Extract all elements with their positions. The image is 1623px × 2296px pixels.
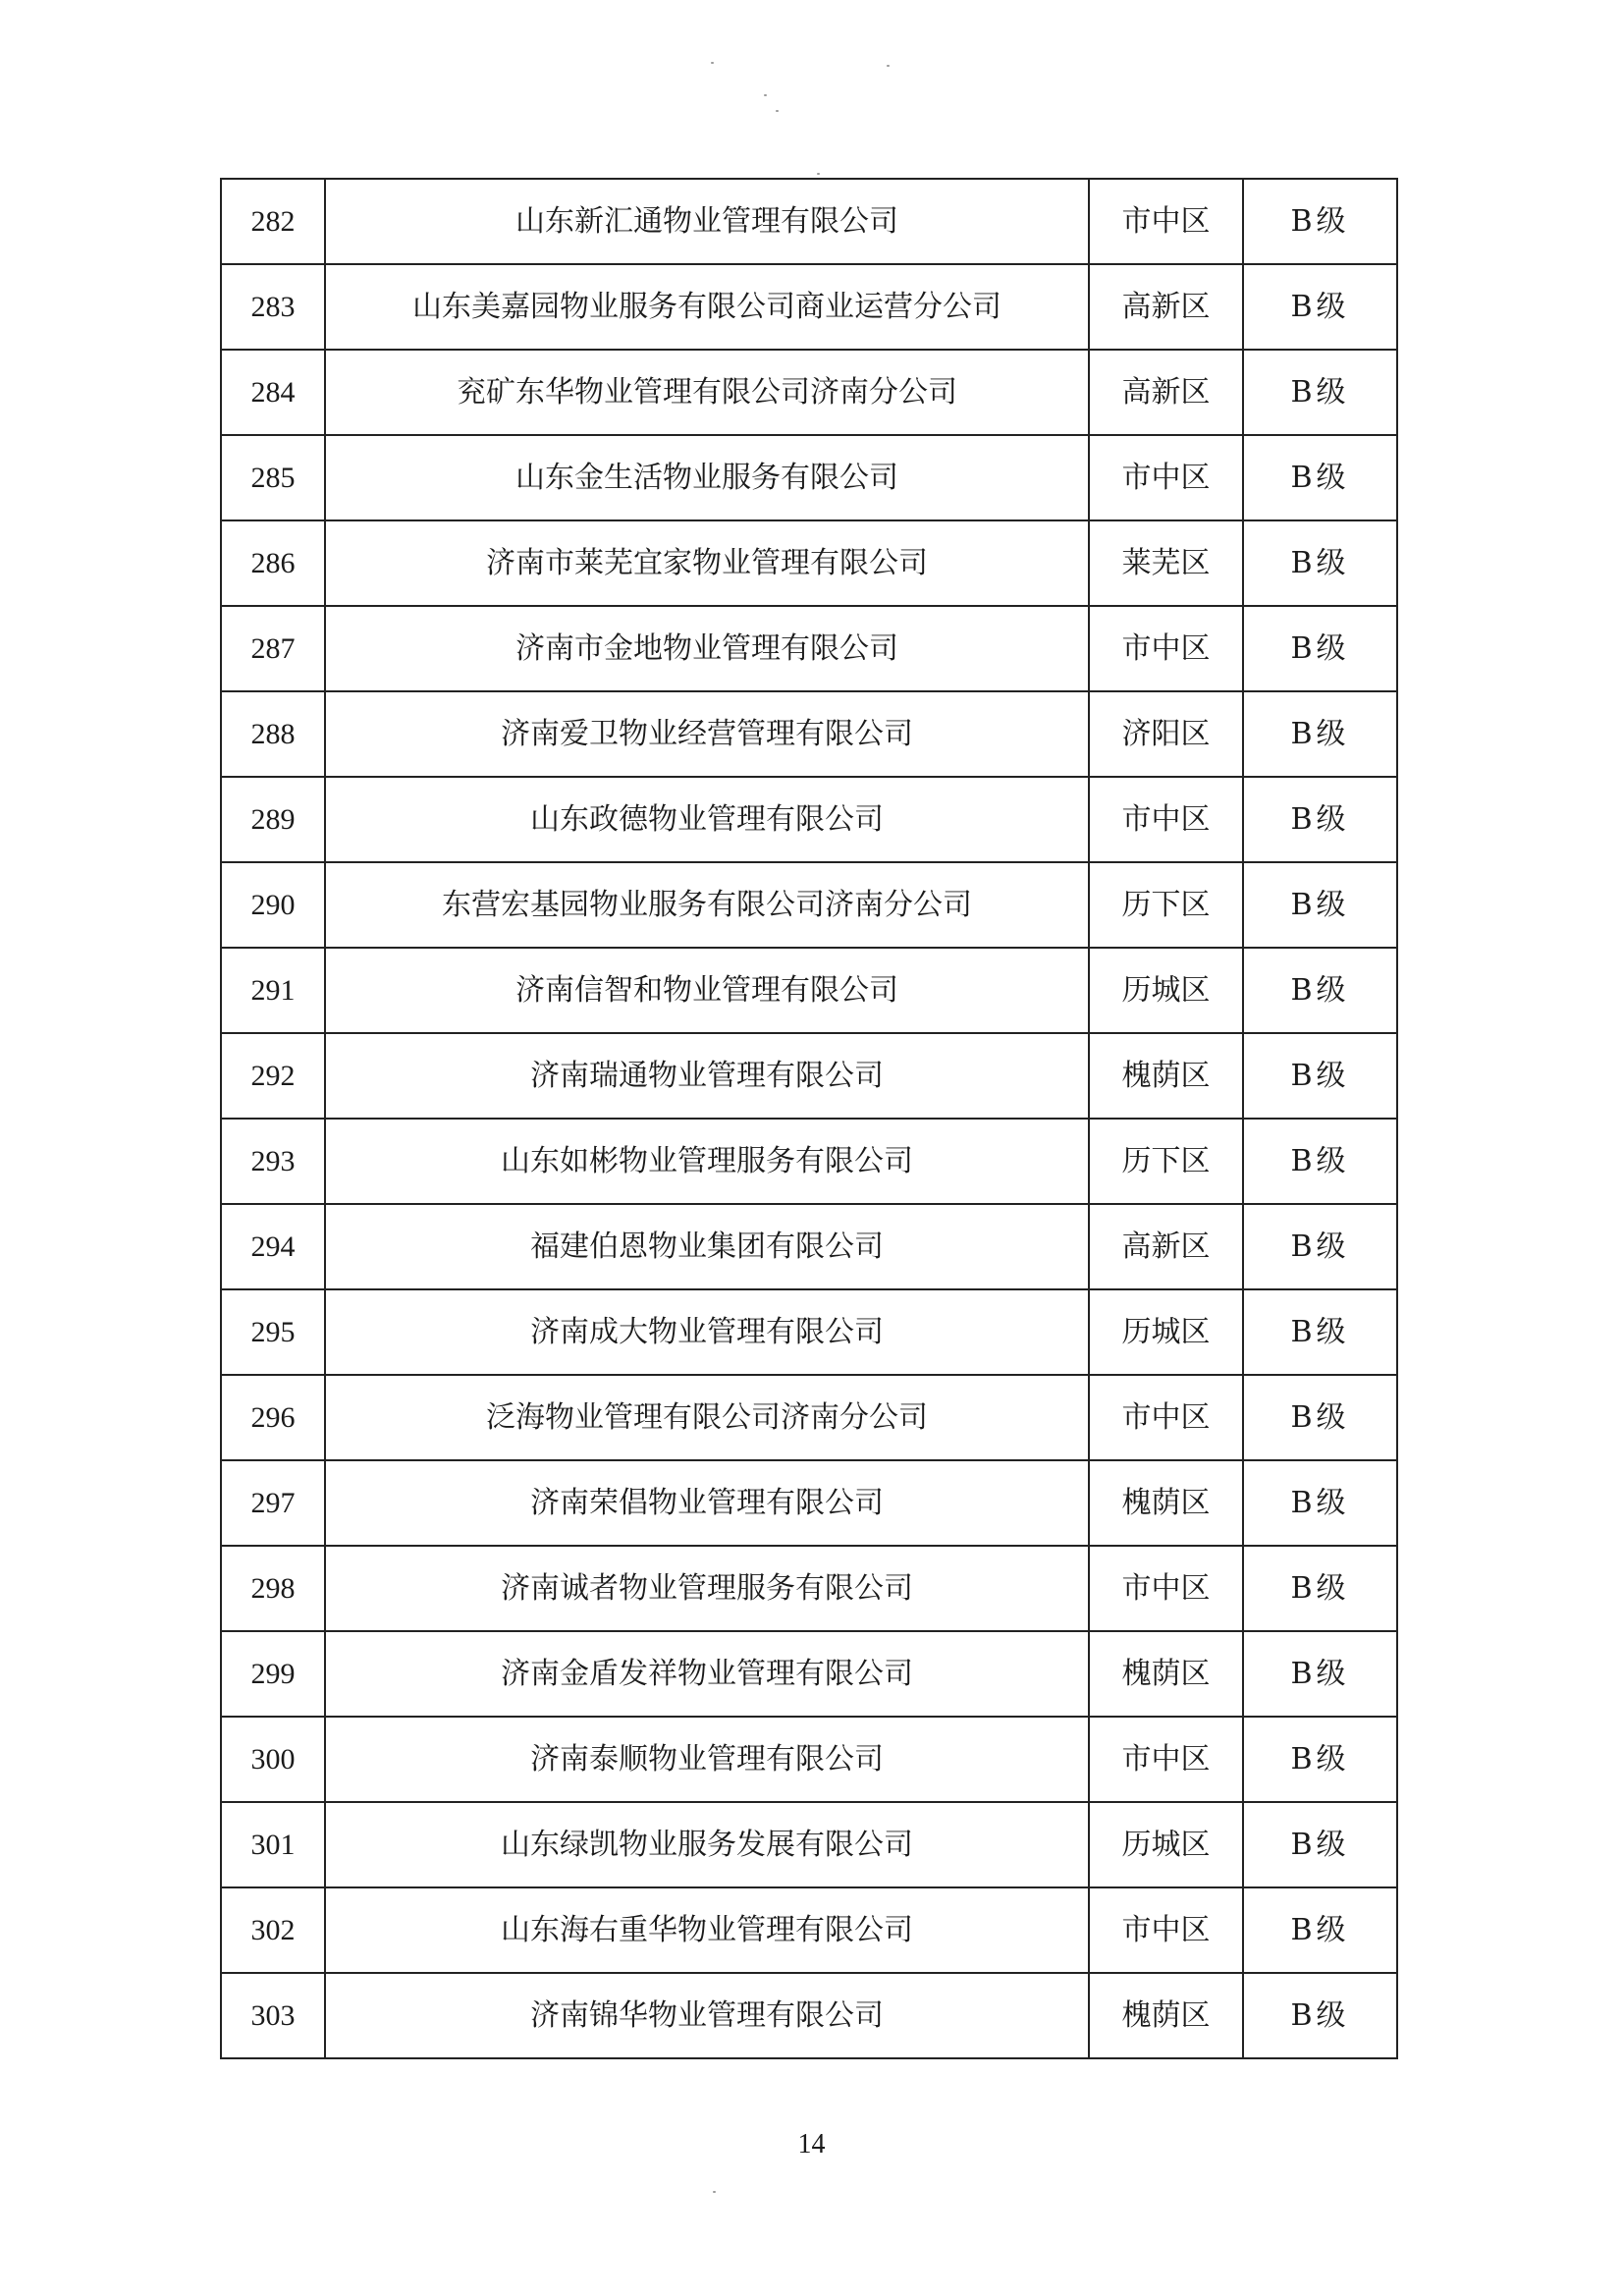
- table-row: [221, 1802, 1397, 1887]
- row-number-cell: 289: [221, 777, 325, 862]
- row-number-cell: 300: [221, 1717, 325, 1802]
- company-name-cell: 山东绿凯物业服务发展有限公司: [325, 1802, 1089, 1887]
- grade-cell: B级: [1243, 1119, 1397, 1204]
- row-number-cell: 295: [221, 1289, 325, 1375]
- row-number-cell: 296: [221, 1375, 325, 1460]
- company-name-cell: 山东海右重华物业管理有限公司: [325, 1887, 1089, 1973]
- district-cell: 高新区: [1089, 1204, 1243, 1289]
- grade-cell: B级: [1243, 1802, 1397, 1887]
- table-row: [221, 350, 1397, 435]
- district-cell: 槐荫区: [1089, 1631, 1243, 1717]
- page-number: 14: [797, 2129, 826, 2159]
- table-row: [221, 1546, 1397, 1631]
- table-row: [221, 606, 1397, 691]
- row-number-cell: 292: [221, 1033, 325, 1119]
- row-number-cell: 302: [221, 1887, 325, 1973]
- company-name-cell: 福建伯恩物业集团有限公司: [325, 1204, 1089, 1289]
- company-name-cell: 兖矿东华物业管理有限公司济南分公司: [325, 350, 1089, 435]
- company-name-cell: 济南信智和物业管理有限公司: [325, 948, 1089, 1033]
- table-body: [221, 179, 1397, 2058]
- grade-cell: B级: [1243, 1204, 1397, 1289]
- row-number-cell: 303: [221, 1973, 325, 2058]
- table-row: [221, 1631, 1397, 1717]
- table-row: [221, 1375, 1397, 1460]
- scan-speck: [817, 173, 820, 175]
- table-row: [221, 435, 1397, 520]
- scan-speck: [764, 94, 767, 96]
- row-number-cell: 294: [221, 1204, 325, 1289]
- row-number-cell: 293: [221, 1119, 325, 1204]
- scan-speck: [713, 2191, 716, 2193]
- row-number-cell: 285: [221, 435, 325, 520]
- table-row: [221, 1119, 1397, 1204]
- table-row: [221, 1289, 1397, 1375]
- scan-speck: [887, 65, 890, 67]
- district-cell: 历城区: [1089, 1289, 1243, 1375]
- grade-cell: B级: [1243, 862, 1397, 948]
- row-number-cell: 298: [221, 1546, 325, 1631]
- company-name-cell: 济南市莱芜宜家物业管理有限公司: [325, 520, 1089, 606]
- district-cell: 历下区: [1089, 862, 1243, 948]
- district-cell: 槐荫区: [1089, 1460, 1243, 1546]
- company-name-cell: 山东新汇通物业管理有限公司: [325, 179, 1089, 264]
- grade-cell: B级: [1243, 1717, 1397, 1802]
- grade-cell: B级: [1243, 691, 1397, 777]
- grade-cell: B级: [1243, 1631, 1397, 1717]
- grade-cell: B级: [1243, 179, 1397, 264]
- district-cell: 市中区: [1089, 1717, 1243, 1802]
- table-row: [221, 948, 1397, 1033]
- grade-cell: B级: [1243, 1460, 1397, 1546]
- table-row: [221, 862, 1397, 948]
- table-row: [221, 1033, 1397, 1119]
- grade-cell: B级: [1243, 1546, 1397, 1631]
- district-cell: 市中区: [1089, 606, 1243, 691]
- district-cell: 市中区: [1089, 777, 1243, 862]
- row-number-cell: 299: [221, 1631, 325, 1717]
- scan-speck: [711, 62, 714, 64]
- row-number-cell: 287: [221, 606, 325, 691]
- grade-cell: B级: [1243, 948, 1397, 1033]
- company-name-cell: 济南诚者物业管理服务有限公司: [325, 1546, 1089, 1631]
- property-company-grade-table: [220, 178, 1398, 2059]
- grade-cell: B级: [1243, 520, 1397, 606]
- table-row: [221, 1887, 1397, 1973]
- district-cell: 历城区: [1089, 1802, 1243, 1887]
- grade-cell: B级: [1243, 1033, 1397, 1119]
- district-cell: 济阳区: [1089, 691, 1243, 777]
- company-name-cell: 济南金盾发祥物业管理有限公司: [325, 1631, 1089, 1717]
- grade-cell: B级: [1243, 350, 1397, 435]
- company-name-cell: 济南爱卫物业经营管理有限公司: [325, 691, 1089, 777]
- row-number-cell: 286: [221, 520, 325, 606]
- grade-cell: B级: [1243, 1375, 1397, 1460]
- district-cell: 高新区: [1089, 350, 1243, 435]
- district-cell: 市中区: [1089, 1546, 1243, 1631]
- grade-cell: B级: [1243, 435, 1397, 520]
- grade-cell: B级: [1243, 777, 1397, 862]
- grade-cell: B级: [1243, 1973, 1397, 2058]
- district-cell: 高新区: [1089, 264, 1243, 350]
- grade-cell: B级: [1243, 1887, 1397, 1973]
- company-name-cell: 济南瑞通物业管理有限公司: [325, 1033, 1089, 1119]
- row-number-cell: 283: [221, 264, 325, 350]
- row-number-cell: 297: [221, 1460, 325, 1546]
- table-row: [221, 1973, 1397, 2058]
- grade-cell: B级: [1243, 1289, 1397, 1375]
- grade-cell: B级: [1243, 264, 1397, 350]
- table-row: [221, 520, 1397, 606]
- table-row: [221, 179, 1397, 264]
- table-row: [221, 1460, 1397, 1546]
- district-cell: 历下区: [1089, 1119, 1243, 1204]
- district-cell: 市中区: [1089, 1375, 1243, 1460]
- district-cell: 槐荫区: [1089, 1033, 1243, 1119]
- row-number-cell: 282: [221, 179, 325, 264]
- table-row: [221, 1717, 1397, 1802]
- company-name-cell: 济南锦华物业管理有限公司: [325, 1973, 1089, 2058]
- district-cell: 市中区: [1089, 435, 1243, 520]
- company-name-cell: 山东如彬物业管理服务有限公司: [325, 1119, 1089, 1204]
- row-number-cell: 288: [221, 691, 325, 777]
- company-name-cell: 东营宏基园物业服务有限公司济南分公司: [325, 862, 1089, 948]
- row-number-cell: 291: [221, 948, 325, 1033]
- table-row: [221, 1204, 1397, 1289]
- district-cell: 槐荫区: [1089, 1973, 1243, 2058]
- company-name-cell: 济南泰顺物业管理有限公司: [325, 1717, 1089, 1802]
- grade-cell: B级: [1243, 606, 1397, 691]
- district-cell: 莱芜区: [1089, 520, 1243, 606]
- table-row: [221, 264, 1397, 350]
- district-cell: 市中区: [1089, 1887, 1243, 1973]
- row-number-cell: 290: [221, 862, 325, 948]
- district-cell: 市中区: [1089, 179, 1243, 264]
- table-row: [221, 777, 1397, 862]
- company-name-cell: 泛海物业管理有限公司济南分公司: [325, 1375, 1089, 1460]
- company-name-cell: 山东金生活物业服务有限公司: [325, 435, 1089, 520]
- row-number-cell: 284: [221, 350, 325, 435]
- row-number-cell: 301: [221, 1802, 325, 1887]
- company-name-cell: 济南成大物业管理有限公司: [325, 1289, 1089, 1375]
- company-name-cell: 山东政德物业管理有限公司: [325, 777, 1089, 862]
- company-name-cell: 济南市金地物业管理有限公司: [325, 606, 1089, 691]
- company-name-cell: 山东美嘉园物业服务有限公司商业运营分公司: [325, 264, 1089, 350]
- company-name-cell: 济南荣倡物业管理有限公司: [325, 1460, 1089, 1546]
- district-cell: 历城区: [1089, 948, 1243, 1033]
- scan-speck: [776, 110, 779, 112]
- table-row: [221, 691, 1397, 777]
